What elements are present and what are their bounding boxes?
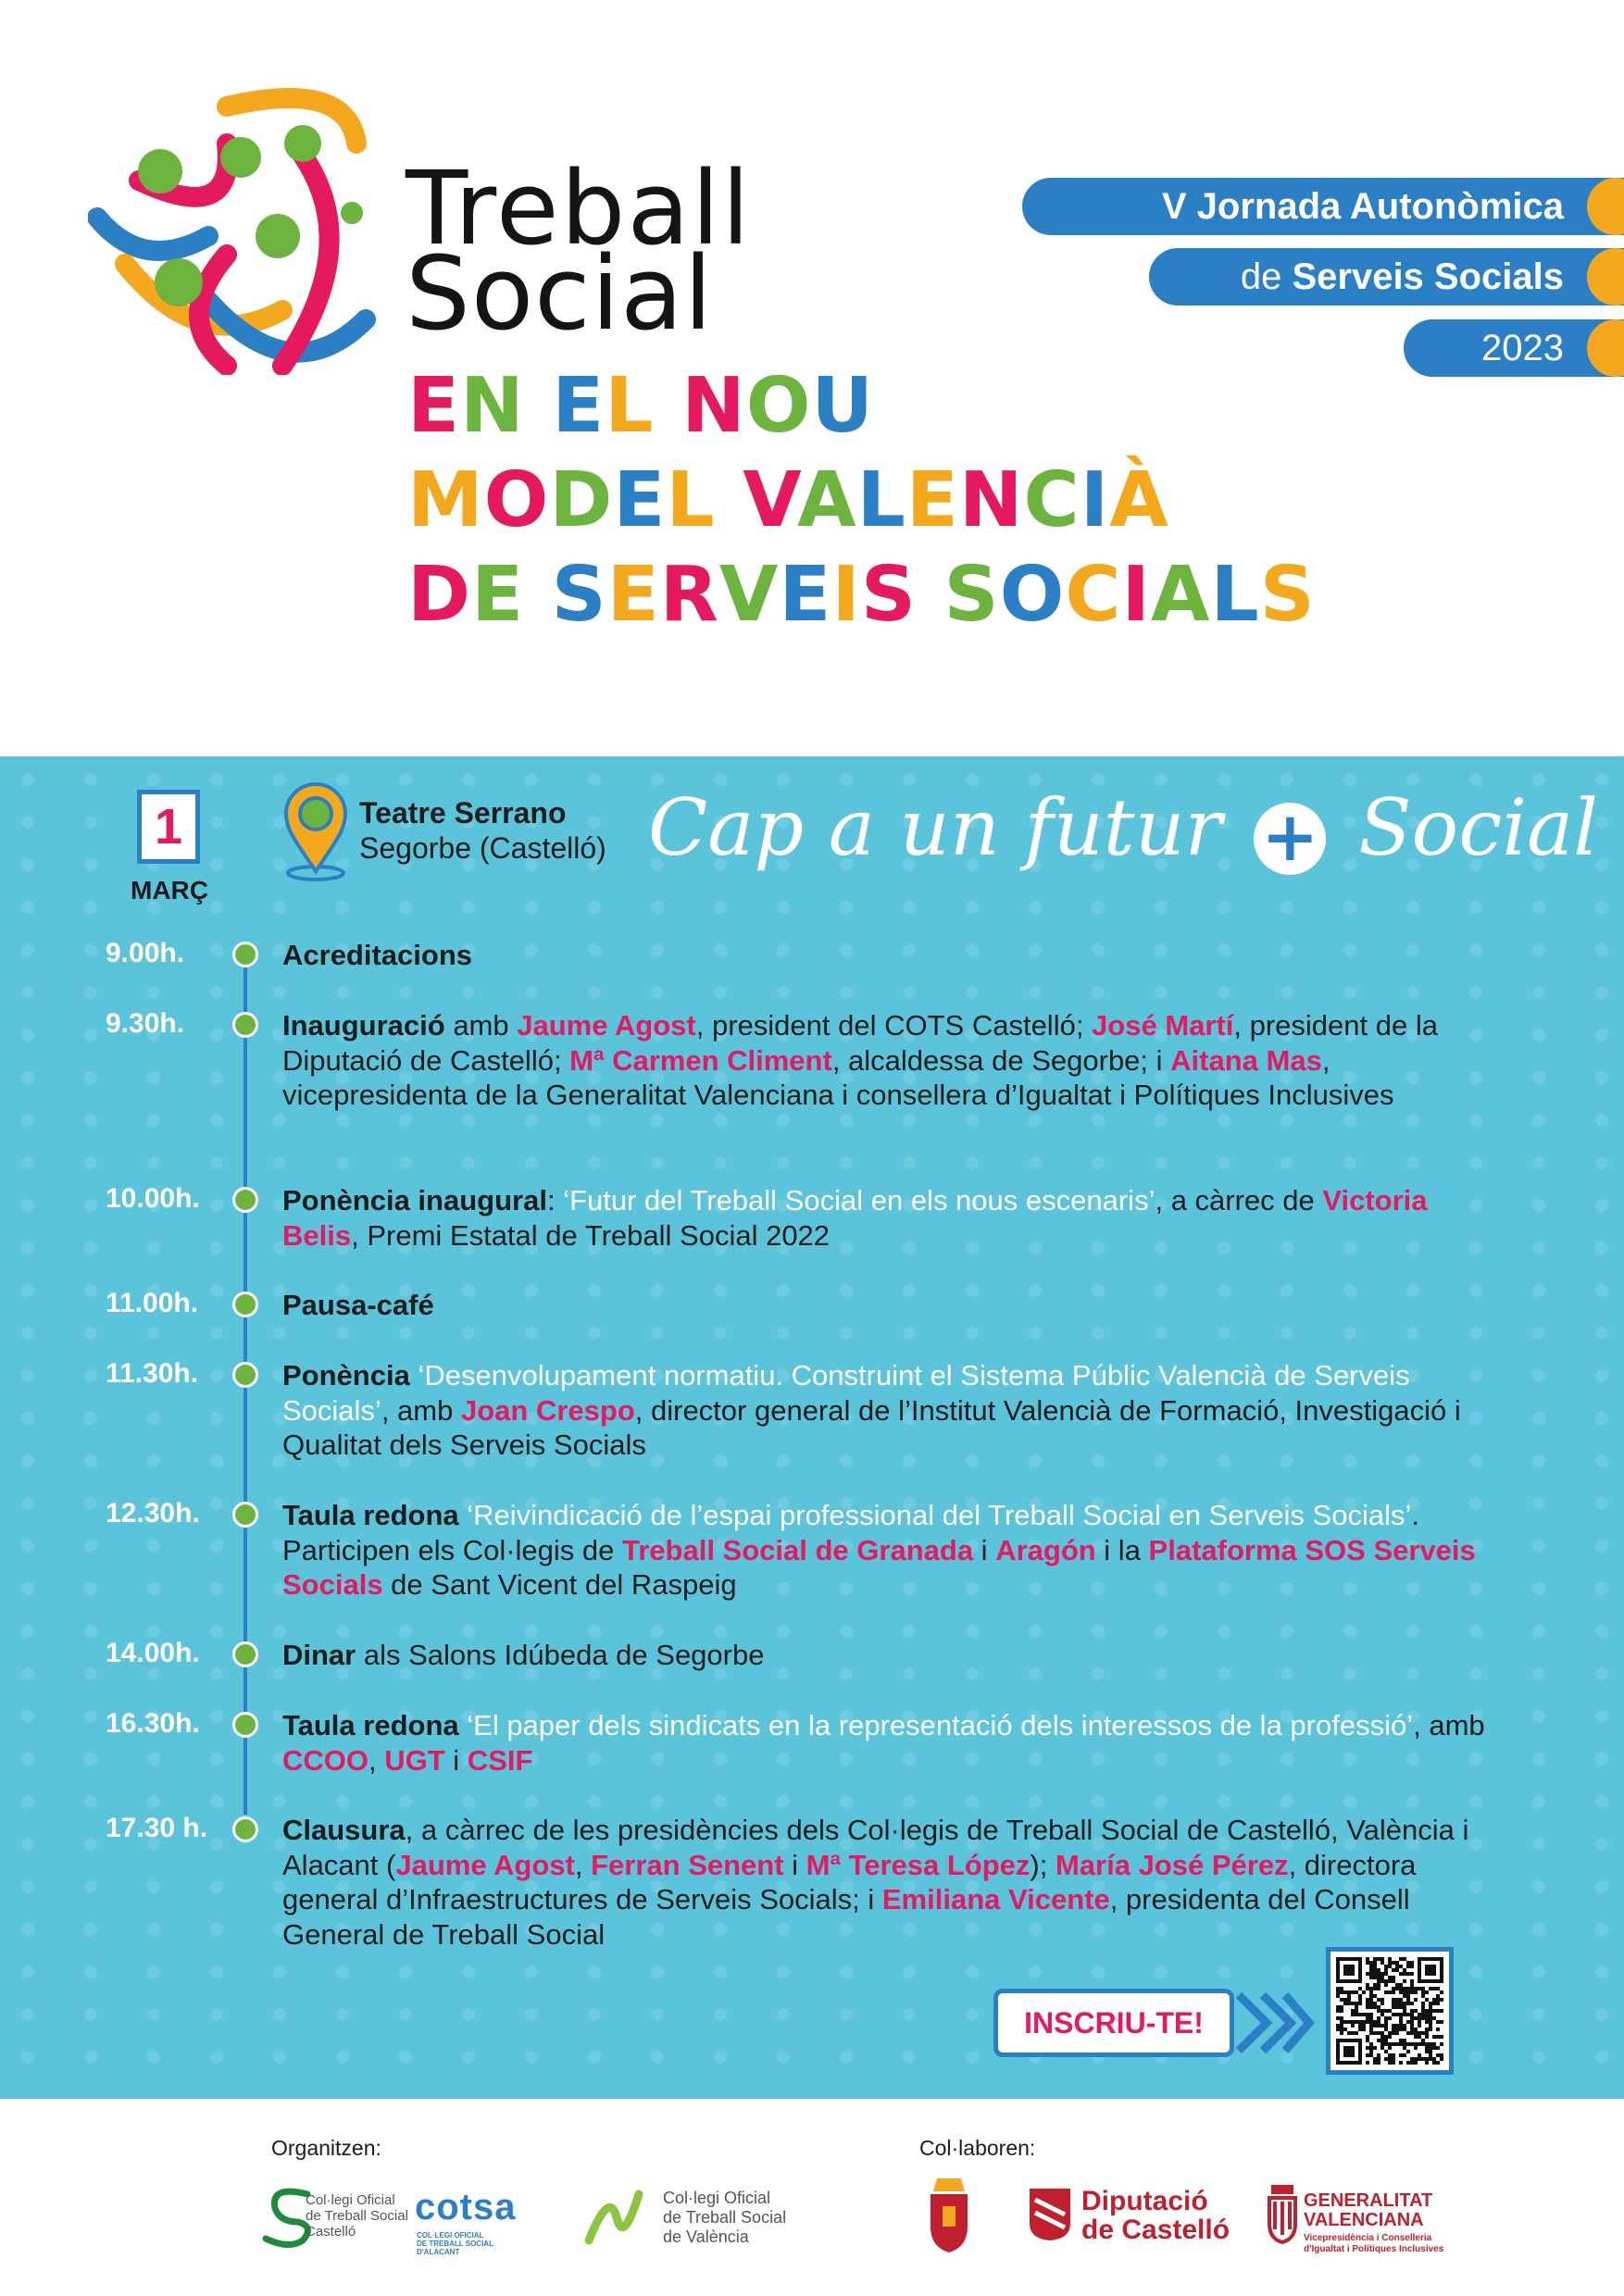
slogan xyxy=(648,782,1598,875)
headline-letter: S xyxy=(860,551,917,639)
diputacio-logo-text: Diputació de Castelló xyxy=(1081,2186,1230,2245)
speaker-name: CCOO xyxy=(282,1743,369,1777)
schedule-time: 17.30 h. xyxy=(106,1813,208,1843)
schedule-description xyxy=(282,1813,1505,1952)
headline-letter: C xyxy=(1065,551,1122,639)
schedule-text: , vicepresidenta de la Generalitat Valenciana i consellera d’Igualtat i Polítiques Inclusives xyxy=(282,1043,1394,1111)
headline-letter: R xyxy=(659,551,719,639)
headline-letter: L xyxy=(856,456,906,544)
cots-castello-logo-text: Col·legi Oficial de Treball Social Castelló xyxy=(306,2192,408,2240)
date-day: 1 xyxy=(137,790,200,864)
headline-letter: E xyxy=(407,362,461,450)
cots-valencia-logo-icon xyxy=(581,2185,646,2250)
session-type: Taula redona xyxy=(282,1499,459,1531)
location-pin-icon xyxy=(282,782,349,882)
schedule-time: 16.30h. xyxy=(106,1708,200,1739)
headline-letter: E xyxy=(606,551,660,639)
schedule-text: amb xyxy=(444,1009,518,1042)
schedule-time: 9.00h. xyxy=(106,938,185,968)
headline-letter: E xyxy=(779,551,832,639)
cots-valencia-logo-text: Col·legi Oficial de Treball Social de València xyxy=(663,2189,787,2246)
slogan-part-2: Social xyxy=(1358,782,1599,873)
schedule-text: i xyxy=(973,1533,996,1566)
register-button[interactable]: INSCRIU-TE! xyxy=(993,1989,1234,2057)
schedule-description xyxy=(282,1288,1505,1323)
session-type: Ponència xyxy=(282,1359,410,1391)
schedule-text: i xyxy=(444,1743,468,1777)
timeline-dot-icon xyxy=(232,1187,258,1213)
schedule-text: , xyxy=(369,1743,385,1777)
speaker-name: Plataforma SOS Serveis Socials xyxy=(282,1533,1476,1601)
cotsa-logo: cotsa xyxy=(415,2187,517,2227)
qr-code-image xyxy=(1336,1957,1443,2065)
timeline-dot-icon xyxy=(232,1816,258,1842)
headline-letter: U xyxy=(811,362,875,450)
pill-dot xyxy=(1587,319,1624,377)
speaker-name: Treball Social de Granada xyxy=(622,1533,974,1566)
generalitat-logo-sub: Vicepresidència i Conselleria d'Igualtat i Polítiques Inclusives xyxy=(1304,2233,1444,2254)
headline-letter: S xyxy=(943,551,1000,639)
headline-line-1 xyxy=(407,362,875,450)
organizers-label: Organitzen: xyxy=(271,2136,381,2160)
schedule-text xyxy=(459,1709,468,1741)
speaker-name: Mª Carmen Climent xyxy=(569,1043,832,1077)
headline-letter: E xyxy=(471,551,525,639)
speaker-name: Joan Crespo xyxy=(460,1393,635,1427)
timeline-dot-icon xyxy=(232,1012,258,1038)
speaker-name: Emiliana Vicente xyxy=(881,1883,1110,1915)
schedule-text: als Salons Idúbeda de Segorbe xyxy=(356,1639,765,1671)
headline-letter: À xyxy=(1109,456,1169,544)
session-type: Acreditacions xyxy=(282,939,473,971)
headline-letter: N xyxy=(958,456,1024,544)
session-type: Taula redona xyxy=(282,1709,459,1741)
session-type: Inauguració xyxy=(282,1009,445,1042)
schedule-text: , president del COTS Castelló; xyxy=(695,1009,1093,1042)
schedule-text: , presidenta del Consell General de Treball Social xyxy=(282,1883,1410,1951)
session-title: ‘Reivindicació de l’espai professional del Treball Social en Serveis Socials’ xyxy=(467,1499,1412,1531)
schedule-description xyxy=(282,1708,1505,1778)
timeline-dot-icon xyxy=(232,1712,258,1738)
event-subtitle-prefix: de xyxy=(1240,256,1282,297)
session-title: ‘El paper dels sindicats en la representació dels interessos de la professió’ xyxy=(467,1709,1414,1741)
speaker-name: Jaume Agost xyxy=(517,1009,696,1042)
headline-letter xyxy=(716,456,743,544)
venue-city: Segorbe (Castelló) xyxy=(359,831,606,865)
schedule-description xyxy=(282,1183,1505,1253)
schedule-text: ); xyxy=(1030,1848,1056,1881)
event-pill-year xyxy=(1404,319,1624,377)
schedule-text: : xyxy=(546,1184,564,1217)
headline-letter: V xyxy=(718,551,780,639)
headline-letter: E xyxy=(906,456,959,544)
schedule-text: de Sant Vicent del Raspeig xyxy=(382,1568,737,1601)
schedule-text xyxy=(459,1499,468,1531)
speaker-name: Aitana Mas xyxy=(1170,1043,1322,1077)
schedule-description xyxy=(282,1008,1505,1113)
event-title: V Jornada Autonòmica xyxy=(1161,186,1564,227)
schedule-text: , director general de l’Institut Valencià de Formació, Investigació i Qualitat dels Serveis Socials xyxy=(282,1393,1461,1461)
schedule-time: 14.00h. xyxy=(106,1638,200,1668)
timeline-dot-icon xyxy=(232,942,258,967)
schedule-text: , president de la Diputació de Castelló; xyxy=(282,1009,1438,1077)
headline-letter: M xyxy=(407,456,484,544)
headline-letter xyxy=(524,551,552,639)
generalitat-logo-text: GENERALITAT VALENCIANA xyxy=(1304,2190,1433,2230)
headline-letter: O xyxy=(999,551,1066,639)
venue-name: Teatre Serrano xyxy=(359,796,567,830)
schedule-description xyxy=(282,1358,1505,1463)
headline-letter: O xyxy=(483,456,550,544)
session-type: Ponència inaugural xyxy=(282,1184,547,1217)
headline-letter: N xyxy=(681,362,746,450)
session-type: Dinar xyxy=(282,1639,356,1671)
headline-letter: I xyxy=(1080,456,1110,544)
diputacio-logo-icon xyxy=(1028,2187,1072,2242)
speaker-name: Jaume Agost xyxy=(395,1848,575,1881)
headline-letter xyxy=(917,551,944,639)
brand-social: Social xyxy=(406,234,714,353)
headline-letter xyxy=(655,362,682,450)
schedule-time: 9.30h. xyxy=(106,1008,185,1039)
event-pill-title xyxy=(1022,178,1624,235)
speaker-name: CSIF xyxy=(467,1743,533,1777)
speaker-name: Aragón xyxy=(995,1533,1096,1566)
headline-letter: A xyxy=(797,456,857,544)
headline-letter: A xyxy=(1151,551,1211,639)
date-month: MARÇ xyxy=(131,876,208,905)
speaker-name: Victoria Belis xyxy=(282,1184,1428,1252)
headline-letter: E xyxy=(613,456,667,544)
schedule-text: , a càrrec de les presidències dels Col·legis de Treball Social de Castelló, València i Alacant ( xyxy=(282,1814,1469,1881)
pill-dot xyxy=(1587,178,1624,235)
plus-icon: + xyxy=(1254,803,1326,875)
timeline-dot-icon xyxy=(232,1362,258,1388)
headline-letter: D xyxy=(549,456,614,544)
brand-treball: Treball xyxy=(406,149,752,268)
timeline-dot-icon xyxy=(232,1292,258,1317)
headline-letter: L xyxy=(1210,551,1260,639)
schedule-text: , alcaldessa de Segorbe; i xyxy=(831,1043,1171,1077)
schedule-text: . Participen els Col·legis de xyxy=(282,1499,1419,1566)
timeline-dot-icon xyxy=(232,1641,258,1667)
schedule-text: , directora general d’Infraestructures de Serveis Socials; i xyxy=(282,1848,1417,1915)
speaker-name: Mª Teresa López xyxy=(806,1848,1031,1881)
event-year: 2023 xyxy=(1481,328,1564,368)
schedule-description xyxy=(282,1638,1505,1673)
treball-social-logo-mark xyxy=(88,88,398,375)
schedule-text: , xyxy=(574,1848,592,1881)
headline-letter: E xyxy=(552,362,606,450)
timeline-dot-icon xyxy=(232,1502,258,1528)
schedule-text: , Premi Estatal de Treball Social 2022 xyxy=(351,1218,831,1252)
session-type: Pausa-café xyxy=(282,1289,434,1321)
headline-letter: S xyxy=(1259,551,1316,639)
headline-line-2 xyxy=(407,456,1169,544)
headline-letter: D xyxy=(407,551,472,639)
headline-letter: L xyxy=(605,362,655,450)
cotsa-logo-sub: COL·LEGI OFICIAL DE TREBALL SOCIAL D'ALACANT xyxy=(417,2231,493,2256)
speaker-name: UGT xyxy=(384,1743,445,1777)
schedule-description xyxy=(282,1498,1505,1603)
schedule-text: i xyxy=(783,1848,806,1881)
session-title: ‘Desenvolupament normatiu. Construint el Sistema Públic Valencià de Serveis Socials’ xyxy=(282,1359,1410,1427)
schedule-text: , amb xyxy=(1413,1709,1485,1741)
headline-letter: L xyxy=(666,456,716,544)
headline-letter: N xyxy=(460,362,525,450)
schedule-text: i la xyxy=(1095,1533,1149,1566)
event-subtitle-bold: Serveis Socials xyxy=(1292,256,1564,297)
headline-letter: O xyxy=(745,362,812,450)
segorbe-crest-icon xyxy=(926,2171,972,2254)
schedule-description xyxy=(282,938,1505,973)
headline-letter: V xyxy=(743,456,798,544)
headline-line-3 xyxy=(407,551,1316,639)
schedule-time: 10.00h. xyxy=(106,1183,200,1214)
headline-letter: S xyxy=(551,551,607,639)
headline-letter: I xyxy=(1121,551,1151,639)
schedule-time: 11.00h. xyxy=(106,1288,199,1318)
schedule-time: 11.30h. xyxy=(106,1358,199,1389)
qr-code[interactable] xyxy=(1326,1947,1454,2075)
speaker-name: María José Pérez xyxy=(1055,1848,1289,1881)
headline-letter: C xyxy=(1023,456,1081,544)
session-title: ‘Futur del Treball Social en els nous escenaris’ xyxy=(563,1184,1156,1217)
event-pill-subtitle xyxy=(1149,248,1624,306)
headline-letter xyxy=(525,362,553,450)
pill-dot xyxy=(1587,248,1624,306)
chevrons-right-icon xyxy=(1231,1981,1315,2065)
headline-letter: I xyxy=(831,551,861,639)
schedule-text: , amb xyxy=(381,1393,461,1427)
slogan-part-1: Cap a un futur xyxy=(648,782,1222,873)
session-type: Clausura xyxy=(282,1814,406,1846)
collaborators-label: Col·laboren: xyxy=(919,2136,1036,2160)
schedule-time: 12.30h. xyxy=(106,1498,200,1529)
schedule-text: , a càrrec de xyxy=(1155,1184,1323,1217)
generalitat-logo-icon xyxy=(1266,2183,1299,2244)
speaker-name: Ferran Senent xyxy=(591,1848,784,1881)
speaker-name: José Martí xyxy=(1092,1009,1234,1042)
